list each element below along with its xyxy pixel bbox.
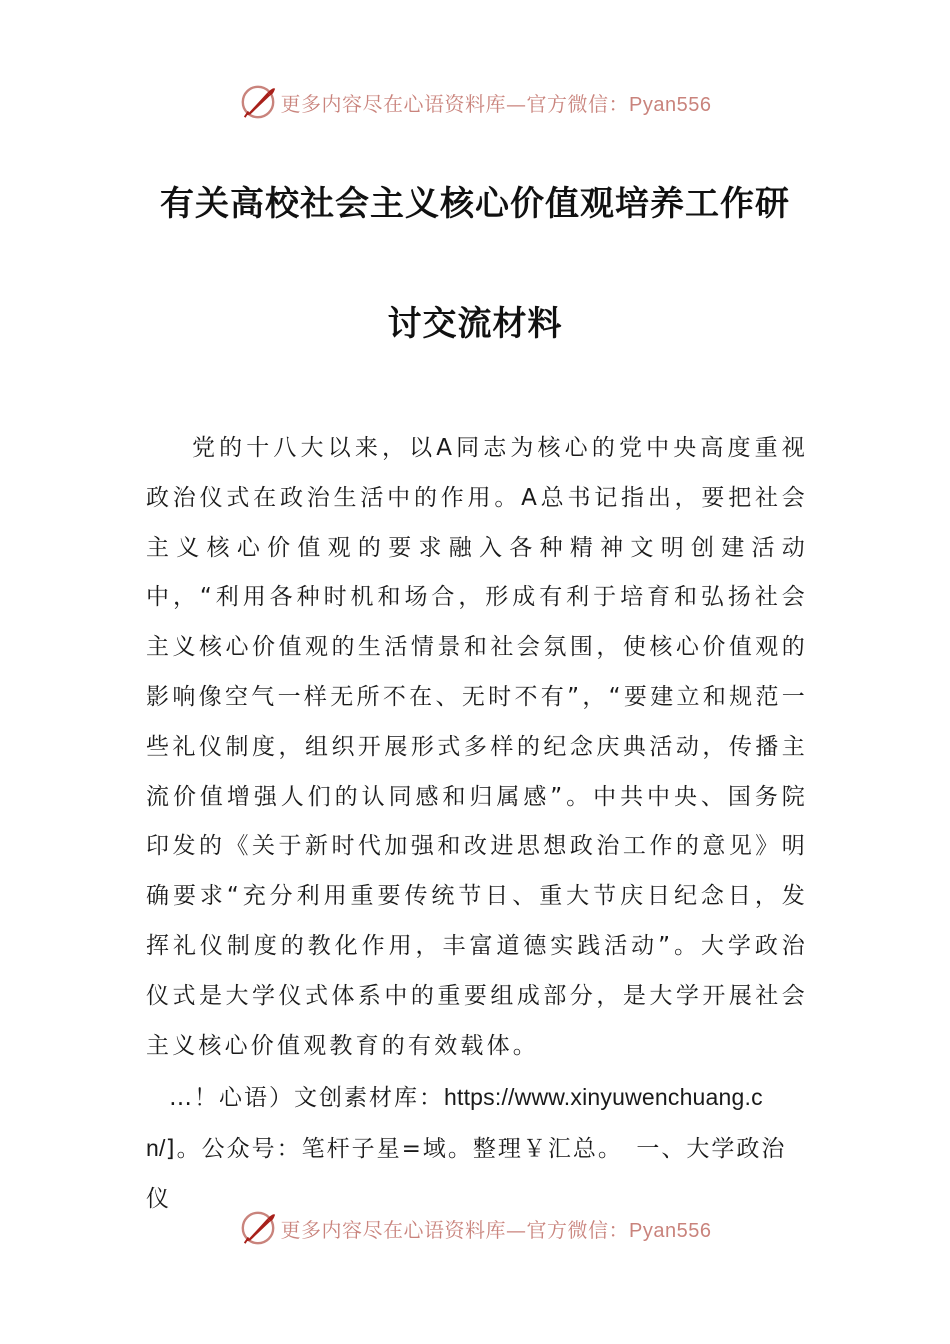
document-title-line-2: 讨交流材料 bbox=[387, 304, 563, 344]
banner-text: 更多内容尽在心语资料库—官方微信：Pyan556 bbox=[280, 1217, 712, 1242]
footer-banner bbox=[0, 1206, 950, 1250]
header-banner bbox=[0, 80, 950, 124]
banner-text: 更多内容尽在心语资料库—官方微信：Pyan556 bbox=[280, 91, 712, 116]
quill-logo-icon bbox=[239, 1209, 277, 1247]
source-suffix: ]。公众号：笔杆子星=域。整理￥汇总。 一、大学政治仪 bbox=[146, 1136, 787, 1212]
body-paragraph: 党的十八大以来，以A同志为核心的党中央高度重视政治仪式在政治生活中的作用。A总书记指出，要把社会主义核心价值观的要求融入各种精神文明创建活动中，“利用各种时机和场合，形成有利于培育和弘扬社会主义核心价值观的生活情景和社会氛围，使核心价值观的影响像空气一样无所不在、无时不有”，“要建立和规范一些礼仪制度，组织开展形式多样的纪念庆典活动，传播主流价值增强人们的认同感和归属感”。中共中央、国务院印发的《关于新时代加强和改进思想政治工作的意见》明确要求“充分利用重要传统节日、重大节庆日纪念日，发挥礼仪制度的教化作用，丰富道德实践活动”。大学政治仪式是大学仪式体系中的重要组成部分，是大学开展社会主义核心价值观教育的有效载体。 bbox=[146, 435, 808, 1059]
wechat-id: Pyan556 bbox=[629, 93, 712, 116]
document-title-line-1: 有关高校社会主义核心价值观培养工作研 bbox=[160, 184, 790, 224]
source-prefix: …！心语）文创素材库： bbox=[169, 1085, 444, 1111]
source-line bbox=[146, 1072, 808, 1224]
quill-logo-icon bbox=[239, 83, 277, 121]
wechat-id: Pyan556 bbox=[629, 1219, 712, 1242]
source-url-link[interactable]: https://www.xinyuwenchuang.cn/ bbox=[146, 1084, 763, 1161]
